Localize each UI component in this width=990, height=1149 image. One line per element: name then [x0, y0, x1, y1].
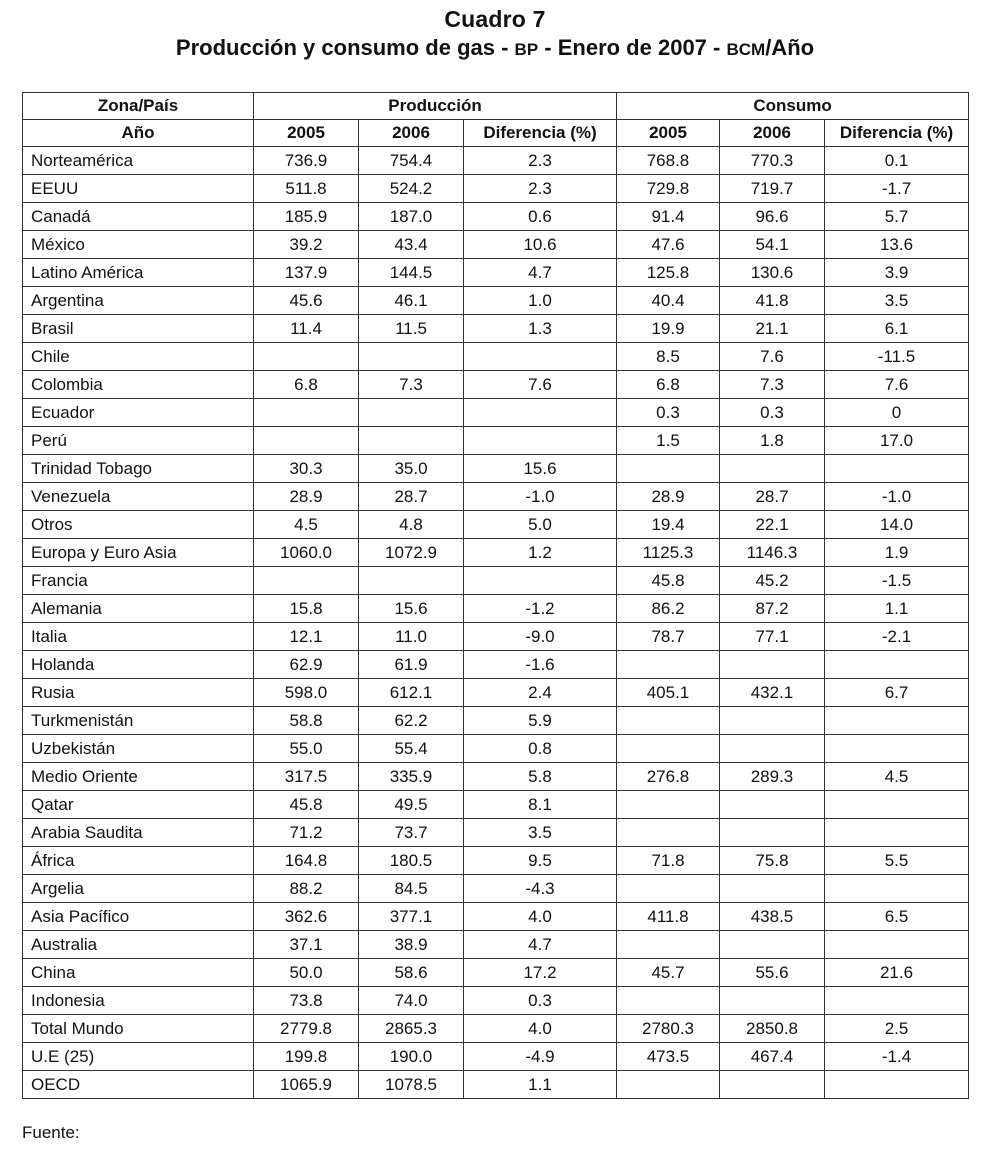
cell-prod-diff: 2.3 — [464, 147, 617, 175]
cell-prod-diff: 1.2 — [464, 539, 617, 567]
table-row — [23, 343, 969, 371]
cell-cons-2006: 467.4 — [720, 1043, 825, 1071]
source-label: Fuente: — [22, 1123, 80, 1142]
cell-zona: Canadá — [23, 203, 254, 231]
cell-cons-2005 — [617, 791, 720, 819]
cell-cons-2005: 71.8 — [617, 847, 720, 875]
cell-zona: Medio Oriente — [23, 763, 254, 791]
table-row — [23, 707, 969, 735]
cell-prod-2006: 15.6 — [359, 595, 464, 623]
cell-prod-diff: 5.9 — [464, 707, 617, 735]
cell-cons-2006 — [720, 819, 825, 847]
cell-zona: Trinidad Tobago — [23, 455, 254, 483]
cell-zona: Indonesia — [23, 987, 254, 1015]
cell-zona: Argentina — [23, 287, 254, 315]
table-row — [23, 959, 969, 987]
cell-cons-2005 — [617, 987, 720, 1015]
cell-cons-2006: 432.1 — [720, 679, 825, 707]
cell-prod-2006: 524.2 — [359, 175, 464, 203]
cell-prod-2006: 62.2 — [359, 707, 464, 735]
cell-prod-diff: 17.2 — [464, 959, 617, 987]
cell-cons-2005: 768.8 — [617, 147, 720, 175]
cell-cons-diff: 1.9 — [825, 539, 969, 567]
cell-prod-diff: 15.6 — [464, 455, 617, 483]
cell-zona: Rusia — [23, 679, 254, 707]
cell-prod-2005: 199.8 — [254, 1043, 359, 1071]
title-line-1: Cuadro 7 — [444, 6, 546, 32]
cell-cons-2006 — [720, 455, 825, 483]
cell-zona: Argelia — [23, 875, 254, 903]
cell-zona: Italia — [23, 623, 254, 651]
cell-prod-2006: 377.1 — [359, 903, 464, 931]
cell-prod-2006: 38.9 — [359, 931, 464, 959]
table-row — [23, 427, 969, 455]
cell-cons-diff: 3.9 — [825, 259, 969, 287]
cell-prod-2005: 185.9 — [254, 203, 359, 231]
cell-cons-2006: 28.7 — [720, 483, 825, 511]
table-row — [23, 231, 969, 259]
table-body — [23, 147, 969, 1099]
cell-cons-diff: -2.1 — [825, 623, 969, 651]
cell-prod-diff: 10.6 — [464, 231, 617, 259]
cell-prod-2005: 73.8 — [254, 987, 359, 1015]
cell-prod-diff: -4.9 — [464, 1043, 617, 1071]
cell-cons-2006: 77.1 — [720, 623, 825, 651]
cell-zona: Chile — [23, 343, 254, 371]
cell-prod-2005: 28.9 — [254, 483, 359, 511]
cell-prod-2006: 84.5 — [359, 875, 464, 903]
cell-prod-2006: 2865.3 — [359, 1015, 464, 1043]
header-zona-pais: Zona/País — [23, 93, 254, 120]
table-row — [23, 371, 969, 399]
cell-zona: Uzbekistán — [23, 735, 254, 763]
cell-cons-2006: 55.6 — [720, 959, 825, 987]
cell-prod-2005: 2779.8 — [254, 1015, 359, 1043]
cell-zona: Turkmenistán — [23, 707, 254, 735]
cell-prod-2006: 1072.9 — [359, 539, 464, 567]
cell-cons-diff: 0.1 — [825, 147, 969, 175]
cell-zona: Australia — [23, 931, 254, 959]
cell-cons-2005 — [617, 931, 720, 959]
table-row — [23, 1043, 969, 1071]
cell-cons-2006: 22.1 — [720, 511, 825, 539]
cell-zona: OECD — [23, 1071, 254, 1099]
cell-cons-diff: 17.0 — [825, 427, 969, 455]
cell-cons-2006 — [720, 1071, 825, 1099]
title-text-b: - Enero de 2007 - — [538, 35, 727, 60]
cell-cons-diff: 4.5 — [825, 763, 969, 791]
header-cons-2006: 2006 — [720, 120, 825, 147]
cell-prod-2006: 28.7 — [359, 483, 464, 511]
cell-cons-2005 — [617, 1071, 720, 1099]
cell-cons-2005: 8.5 — [617, 343, 720, 371]
table-row — [23, 931, 969, 959]
cell-cons-diff: 6.5 — [825, 903, 969, 931]
table-row — [23, 399, 969, 427]
header-row-groups — [23, 93, 969, 120]
cell-cons-2006: 1.8 — [720, 427, 825, 455]
cell-zona: Colombia — [23, 371, 254, 399]
cell-cons-2006: 87.2 — [720, 595, 825, 623]
cell-prod-2005: 62.9 — [254, 651, 359, 679]
table-row — [23, 483, 969, 511]
cell-cons-diff: -1.0 — [825, 483, 969, 511]
cell-prod-2006: 144.5 — [359, 259, 464, 287]
cell-prod-diff: 8.1 — [464, 791, 617, 819]
title-text-c: /Año — [765, 35, 815, 60]
cell-prod-2006: 7.3 — [359, 371, 464, 399]
cell-cons-2005: 1125.3 — [617, 539, 720, 567]
cell-cons-diff: 5.7 — [825, 203, 969, 231]
header-produccion: Producción — [254, 93, 617, 120]
cell-prod-2006 — [359, 343, 464, 371]
table-row — [23, 763, 969, 791]
cell-cons-2006 — [720, 931, 825, 959]
cell-prod-2006 — [359, 567, 464, 595]
table-row — [23, 1071, 969, 1099]
cell-cons-diff: 1.1 — [825, 595, 969, 623]
cell-prod-diff — [464, 343, 617, 371]
cell-zona: Francia — [23, 567, 254, 595]
cell-prod-diff: 1.0 — [464, 287, 617, 315]
cell-cons-diff: 13.6 — [825, 231, 969, 259]
cell-prod-2005: 1060.0 — [254, 539, 359, 567]
cell-prod-2005 — [254, 427, 359, 455]
cell-prod-2006: 49.5 — [359, 791, 464, 819]
cell-cons-2006: 96.6 — [720, 203, 825, 231]
cell-zona: Venezuela — [23, 483, 254, 511]
cell-prod-2006: 4.8 — [359, 511, 464, 539]
table-row — [23, 1015, 969, 1043]
cell-cons-2006: 7.3 — [720, 371, 825, 399]
cell-cons-2005: 405.1 — [617, 679, 720, 707]
cell-cons-2005 — [617, 875, 720, 903]
header-prod-2005: 2005 — [254, 120, 359, 147]
table-row — [23, 819, 969, 847]
cell-prod-diff: 1.1 — [464, 1071, 617, 1099]
cell-prod-diff: -1.0 — [464, 483, 617, 511]
cell-prod-diff: 5.0 — [464, 511, 617, 539]
cell-prod-2005: 37.1 — [254, 931, 359, 959]
cell-cons-2005: 411.8 — [617, 903, 720, 931]
cell-cons-diff: 5.5 — [825, 847, 969, 875]
cell-prod-2006: 612.1 — [359, 679, 464, 707]
cell-prod-diff: 4.7 — [464, 259, 617, 287]
cell-cons-2006: 1146.3 — [720, 539, 825, 567]
cell-prod-diff: 7.6 — [464, 371, 617, 399]
cell-cons-2006: 2850.8 — [720, 1015, 825, 1043]
cell-cons-2006: 75.8 — [720, 847, 825, 875]
cell-cons-2006 — [720, 791, 825, 819]
cell-prod-diff: 4.0 — [464, 903, 617, 931]
cell-prod-2005: 11.4 — [254, 315, 359, 343]
cell-prod-2005: 15.8 — [254, 595, 359, 623]
cell-zona: Ecuador — [23, 399, 254, 427]
cell-zona: Brasil — [23, 315, 254, 343]
cell-cons-2005 — [617, 819, 720, 847]
cell-cons-2005: 276.8 — [617, 763, 720, 791]
cell-zona: Perú — [23, 427, 254, 455]
cell-prod-2006: 35.0 — [359, 455, 464, 483]
cell-prod-diff: -1.6 — [464, 651, 617, 679]
cell-cons-2006 — [720, 735, 825, 763]
cell-prod-2006: 55.4 — [359, 735, 464, 763]
cell-cons-2006: 438.5 — [720, 903, 825, 931]
cell-cons-2006: 41.8 — [720, 287, 825, 315]
cell-prod-diff — [464, 427, 617, 455]
cell-cons-2006 — [720, 707, 825, 735]
cell-cons-diff: 3.5 — [825, 287, 969, 315]
cell-prod-diff: 0.6 — [464, 203, 617, 231]
cell-cons-diff: -1.5 — [825, 567, 969, 595]
cell-cons-2005: 19.9 — [617, 315, 720, 343]
cell-cons-2005: 729.8 — [617, 175, 720, 203]
cell-prod-2006: 61.9 — [359, 651, 464, 679]
cell-cons-2005: 19.4 — [617, 511, 720, 539]
cell-prod-2005: 45.8 — [254, 791, 359, 819]
cell-prod-2005: 4.5 — [254, 511, 359, 539]
cell-prod-2006: 11.0 — [359, 623, 464, 651]
cell-prod-diff: 1.3 — [464, 315, 617, 343]
cell-prod-2006: 43.4 — [359, 231, 464, 259]
cell-prod-2005: 6.8 — [254, 371, 359, 399]
cell-prod-2005: 1065.9 — [254, 1071, 359, 1099]
table-title — [0, 4, 990, 64]
cell-cons-diff: -1.7 — [825, 175, 969, 203]
cell-cons-2006 — [720, 987, 825, 1015]
cell-prod-2006: 335.9 — [359, 763, 464, 791]
cell-cons-2006 — [720, 875, 825, 903]
table-row — [23, 455, 969, 483]
table-row — [23, 875, 969, 903]
cell-cons-2005 — [617, 651, 720, 679]
cell-zona: Qatar — [23, 791, 254, 819]
header-consumo: Consumo — [617, 93, 969, 120]
cell-prod-2005 — [254, 343, 359, 371]
cell-cons-2006: 130.6 — [720, 259, 825, 287]
cell-prod-2005: 45.6 — [254, 287, 359, 315]
cell-cons-2005: 78.7 — [617, 623, 720, 651]
cell-prod-2005: 58.8 — [254, 707, 359, 735]
cell-cons-2006: 21.1 — [720, 315, 825, 343]
cell-prod-diff: -4.3 — [464, 875, 617, 903]
header-anio: Año — [23, 120, 254, 147]
cell-prod-2006: 187.0 — [359, 203, 464, 231]
cell-cons-2005 — [617, 707, 720, 735]
header-prod-diff: Diferencia (%) — [464, 120, 617, 147]
cell-cons-2005: 1.5 — [617, 427, 720, 455]
cell-cons-diff — [825, 1071, 969, 1099]
cell-cons-2005 — [617, 735, 720, 763]
table-row — [23, 147, 969, 175]
cell-prod-2006: 1078.5 — [359, 1071, 464, 1099]
table-row — [23, 315, 969, 343]
cell-zona: África — [23, 847, 254, 875]
cell-cons-2005 — [617, 455, 720, 483]
cell-cons-2005: 28.9 — [617, 483, 720, 511]
cell-cons-2005: 47.6 — [617, 231, 720, 259]
cell-cons-diff: -11.5 — [825, 343, 969, 371]
cell-prod-2005: 71.2 — [254, 819, 359, 847]
cell-prod-2006: 73.7 — [359, 819, 464, 847]
table-row — [23, 595, 969, 623]
cell-prod-2005 — [254, 567, 359, 595]
cell-cons-diff — [825, 819, 969, 847]
table-row — [23, 287, 969, 315]
cell-zona: Holanda — [23, 651, 254, 679]
cell-prod-diff: -9.0 — [464, 623, 617, 651]
cell-cons-2005: 2780.3 — [617, 1015, 720, 1043]
cell-prod-2006: 11.5 — [359, 315, 464, 343]
cell-prod-2005: 511.8 — [254, 175, 359, 203]
cell-zona: Asia Pacífico — [23, 903, 254, 931]
cell-prod-diff: -1.2 — [464, 595, 617, 623]
cell-prod-2005: 362.6 — [254, 903, 359, 931]
table-row — [23, 651, 969, 679]
title-bp: BP — [514, 40, 539, 59]
cell-prod-2006: 754.4 — [359, 147, 464, 175]
cell-cons-2006: 54.1 — [720, 231, 825, 259]
cell-cons-2005: 6.8 — [617, 371, 720, 399]
cell-cons-2005: 45.8 — [617, 567, 720, 595]
cell-prod-2006: 46.1 — [359, 287, 464, 315]
cell-cons-diff: -1.4 — [825, 1043, 969, 1071]
cell-cons-diff: 14.0 — [825, 511, 969, 539]
cell-prod-2005: 12.1 — [254, 623, 359, 651]
cell-prod-2006 — [359, 427, 464, 455]
cell-cons-2005: 45.7 — [617, 959, 720, 987]
cell-zona: Total Mundo — [23, 1015, 254, 1043]
cell-prod-diff: 5.8 — [464, 763, 617, 791]
header-prod-2006: 2006 — [359, 120, 464, 147]
header-cons-2005: 2005 — [617, 120, 720, 147]
cell-prod-diff: 2.4 — [464, 679, 617, 707]
gas-table — [22, 92, 969, 1099]
cell-cons-diff: 7.6 — [825, 371, 969, 399]
cell-prod-2006: 74.0 — [359, 987, 464, 1015]
cell-zona: Europa y Euro Asia — [23, 539, 254, 567]
cell-prod-2005: 50.0 — [254, 959, 359, 987]
cell-cons-2005: 125.8 — [617, 259, 720, 287]
cell-prod-2006: 190.0 — [359, 1043, 464, 1071]
cell-prod-2005: 598.0 — [254, 679, 359, 707]
cell-cons-2006: 289.3 — [720, 763, 825, 791]
table-row — [23, 259, 969, 287]
title-line-2 — [0, 34, 990, 64]
cell-prod-diff: 2.3 — [464, 175, 617, 203]
cell-cons-2006: 719.7 — [720, 175, 825, 203]
table-row — [23, 791, 969, 819]
cell-cons-diff — [825, 651, 969, 679]
table-row — [23, 567, 969, 595]
cell-cons-diff: 0 — [825, 399, 969, 427]
cell-prod-diff: 3.5 — [464, 819, 617, 847]
cell-cons-2006: 0.3 — [720, 399, 825, 427]
cell-zona: Latino América — [23, 259, 254, 287]
cell-cons-2005: 0.3 — [617, 399, 720, 427]
cell-cons-2005: 86.2 — [617, 595, 720, 623]
cell-cons-diff — [825, 875, 969, 903]
header-row-years — [23, 120, 969, 147]
cell-cons-2006: 770.3 — [720, 147, 825, 175]
cell-cons-diff — [825, 735, 969, 763]
cell-zona: México — [23, 231, 254, 259]
cell-prod-2006: 58.6 — [359, 959, 464, 987]
cell-cons-2005: 40.4 — [617, 287, 720, 315]
cell-prod-2005: 137.9 — [254, 259, 359, 287]
cell-prod-2006 — [359, 399, 464, 427]
cell-prod-diff: 0.8 — [464, 735, 617, 763]
cell-prod-diff: 0.3 — [464, 987, 617, 1015]
table-row — [23, 203, 969, 231]
cell-cons-diff — [825, 791, 969, 819]
cell-cons-2006 — [720, 651, 825, 679]
table-row — [23, 539, 969, 567]
title-bcm: BCM — [726, 40, 766, 59]
table-row — [23, 847, 969, 875]
cell-cons-diff: 2.5 — [825, 1015, 969, 1043]
cell-zona: Alemania — [23, 595, 254, 623]
cell-zona: China — [23, 959, 254, 987]
table-row — [23, 623, 969, 651]
cell-prod-2005: 55.0 — [254, 735, 359, 763]
cell-prod-2005: 164.8 — [254, 847, 359, 875]
table-row — [23, 735, 969, 763]
cell-prod-2006: 180.5 — [359, 847, 464, 875]
cell-zona: Arabia Saudita — [23, 819, 254, 847]
table-row — [23, 175, 969, 203]
cell-prod-diff: 9.5 — [464, 847, 617, 875]
table-row — [23, 903, 969, 931]
cell-cons-diff: 6.7 — [825, 679, 969, 707]
cell-zona: Norteamérica — [23, 147, 254, 175]
cell-prod-2005: 30.3 — [254, 455, 359, 483]
header-cons-diff: Diferencia (%) — [825, 120, 969, 147]
cell-cons-2005: 91.4 — [617, 203, 720, 231]
cell-prod-2005: 88.2 — [254, 875, 359, 903]
cell-zona: U.E (25) — [23, 1043, 254, 1071]
table-row — [23, 987, 969, 1015]
cell-prod-diff — [464, 399, 617, 427]
cell-cons-2006: 7.6 — [720, 343, 825, 371]
cell-prod-2005 — [254, 399, 359, 427]
cell-prod-diff — [464, 567, 617, 595]
table-row — [23, 511, 969, 539]
cell-cons-diff: 6.1 — [825, 315, 969, 343]
cell-cons-diff: 21.6 — [825, 959, 969, 987]
cell-prod-diff: 4.0 — [464, 1015, 617, 1043]
cell-cons-diff — [825, 931, 969, 959]
cell-cons-diff — [825, 455, 969, 483]
cell-cons-2005: 473.5 — [617, 1043, 720, 1071]
cell-cons-2006: 45.2 — [720, 567, 825, 595]
cell-prod-2005: 736.9 — [254, 147, 359, 175]
cell-cons-diff — [825, 707, 969, 735]
cell-prod-2005: 39.2 — [254, 231, 359, 259]
cell-zona: EEUU — [23, 175, 254, 203]
cell-prod-2005: 317.5 — [254, 763, 359, 791]
cell-zona: Otros — [23, 511, 254, 539]
title-text-a: Producción y consumo de gas - — [175, 35, 515, 60]
cell-cons-diff — [825, 987, 969, 1015]
cell-prod-diff: 4.7 — [464, 931, 617, 959]
table-row — [23, 679, 969, 707]
